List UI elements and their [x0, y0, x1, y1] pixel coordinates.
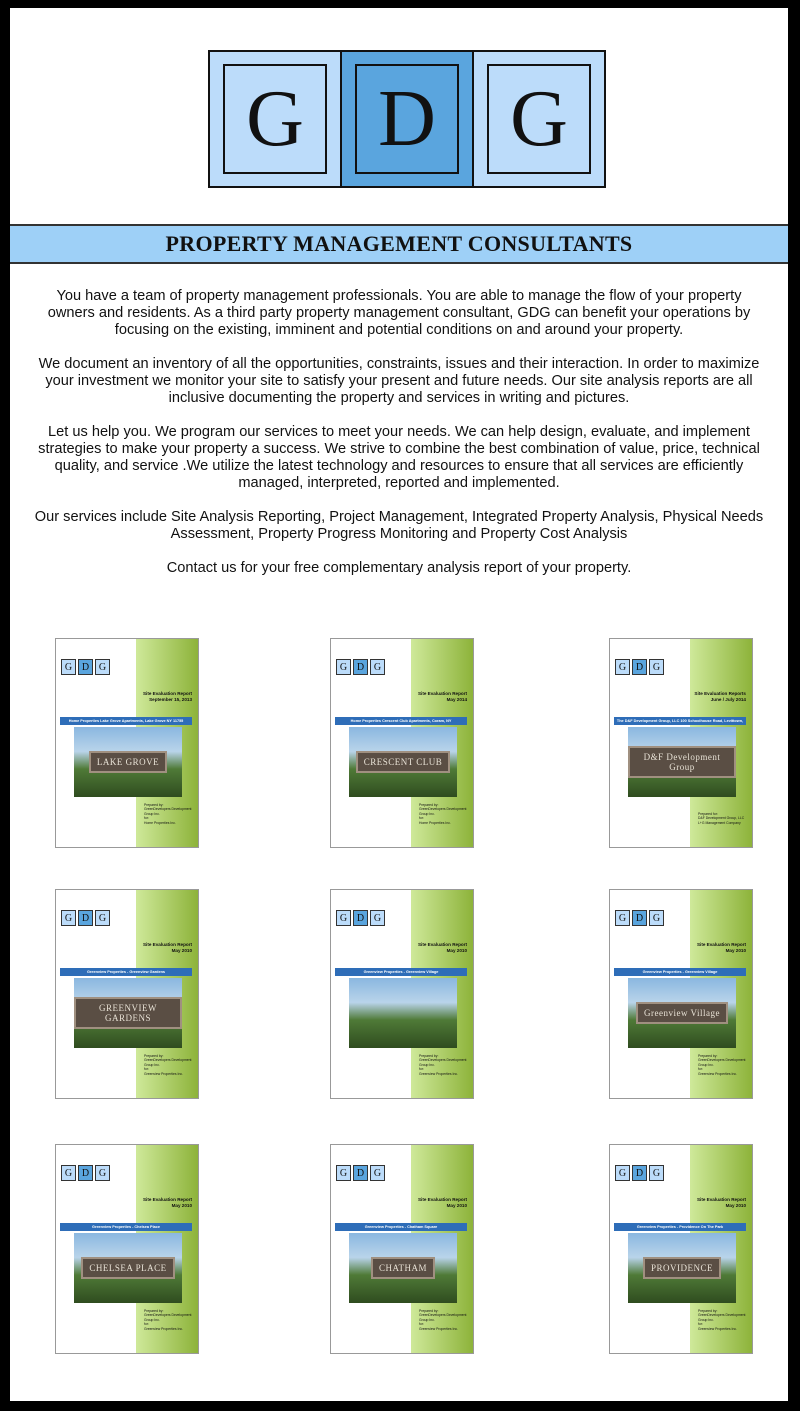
cover-prepared-by: Prepared by: GreenDevelopers Development Group Inc. for: Greenview Properties Inc.	[419, 1053, 467, 1076]
cover-title-bar: Greenview Properties - Providence On The Park	[614, 1223, 746, 1231]
cover-logo: G D G	[336, 1165, 385, 1181]
cover-photo	[74, 1233, 182, 1303]
report-cover[interactable]	[609, 889, 753, 1099]
cover-prepared-by: Prepared by: GreenDevelopers Development Group Inc. for: Greenview Properties Inc.	[698, 1308, 746, 1331]
cover-photo	[349, 727, 457, 797]
paragraph: You have a team of property management professionals. You are able to manage the flow of your property owners and residents. As a third party property management consultant, GDG can benefit your operations by focusing on the existing, imminent and potential conditions on and around your property.	[47, 288, 751, 338]
cover-photo	[349, 978, 457, 1048]
cover-title-bar: Greenview Properties - Chatham Square	[335, 1223, 467, 1231]
cover-heading: Site Evaluation Report September 15, 2013	[142, 691, 192, 702]
paragraph: Contact us for your free complementary analysis report of your property.	[166, 560, 632, 576]
property-sign: CRESCENT CLUB	[356, 751, 451, 773]
cover-photo	[628, 1233, 736, 1303]
cover-prepared-by: Prepared by: GreenDevelopers Development Group Inc. for: Greenview Properties Inc.	[144, 1053, 192, 1076]
cover-photo	[74, 978, 182, 1048]
cover-prepared-by: Prepared by: GreenDevelopers Development Group Inc. for: Greenview Properties Inc.	[144, 1308, 192, 1331]
gdg-logo	[208, 50, 606, 188]
paragraph: Let us help you. We program our services to meet your needs. We can help design, evaluate, and implement strategies to make your property a success. We strive to combine the best combination of value, price, technical quality, and service .We utilize the latest technology and resources to ensure that all services are efficiently managed, interpreted, reported and implemented.	[38, 424, 760, 491]
cover-photo	[628, 978, 736, 1048]
paragraph: We document an inventory of all the opportunities, constraints, issues and their interaction. In order to maximize your investment we monitor your site to satisfy your present and future needs. Our site analysis reports are all inclusive documenting the property and services in writing and pictures.	[38, 356, 760, 406]
cover-photo	[628, 727, 736, 797]
cover-title-bar: The D&F Development Group, LLC 100 Schoolhouse Road, Levittown,	[614, 717, 746, 725]
cover-logo: G D G	[61, 659, 110, 675]
cover-prepared-by: Prepared by: GreenDevelopers Development Group Inc. for: Home Properties Inc.	[419, 802, 467, 825]
cover-title-bar: Greenview Properties - Greenview Gardens	[60, 968, 192, 976]
cover-heading: Site Evaluation Report May 2010	[142, 1197, 192, 1208]
property-sign: LAKE GROVE	[89, 751, 167, 773]
cover-heading: Site Evaluation Report May 2010	[696, 1197, 746, 1208]
cover-title-bar: Greenview Properties - Chelsea Place	[60, 1223, 192, 1231]
cover-logo: G D G	[61, 1165, 110, 1181]
cover-logo: G D G	[336, 910, 385, 926]
report-cover[interactable]	[609, 1144, 753, 1354]
cover-heading: Site Evaluation Report May 2010	[696, 942, 746, 953]
cover-photo	[74, 727, 182, 797]
logo-letter-g2: G	[487, 64, 591, 174]
logo-letter-d: D	[355, 64, 459, 174]
page-frame	[10, 8, 788, 1401]
property-sign: D&F Development Group	[628, 746, 736, 778]
report-cover[interactable]	[55, 1144, 199, 1354]
report-cover[interactable]	[55, 889, 199, 1099]
property-sign: CHATHAM	[371, 1257, 435, 1279]
cover-prepared-by: Prepared by: GreenDevelopers Development Group Inc. for: Greenview Properties Inc.	[698, 1053, 746, 1076]
cover-title-bar: Greenview Properties - Greenview Village	[614, 968, 746, 976]
cover-title-bar: Greenview Properties - Greenview Village	[335, 968, 467, 976]
cover-heading: Site Evaluation Report May 2010	[142, 942, 192, 953]
logo-letter-g1: G	[223, 64, 327, 174]
report-cover[interactable]	[55, 638, 199, 848]
cover-logo: G D G	[615, 1165, 664, 1181]
cover-heading: Site Evaluation Reports June / July 2014	[694, 691, 746, 702]
cover-heading: Site Evaluation Report May 2014	[417, 691, 467, 702]
cover-title-bar: Home Properties Lake Grove Apartments, Lake Grove NY 11755	[60, 717, 192, 725]
cover-photo	[349, 1233, 457, 1303]
cover-prepared-by: Prepared by: GreenDevelopers Development Group Inc. for: Home Properties Inc.	[144, 802, 192, 825]
property-sign: GREENVIEW GARDENS	[74, 997, 182, 1029]
cover-logo: G D G	[615, 910, 664, 926]
cover-logo: G D G	[336, 659, 385, 675]
paragraph: Our services include Site Analysis Reporting, Project Management, Integrated Property Analysis, Physical Needs Assessment, Property Progress Monitoring and Property Cost Analysis	[34, 509, 764, 542]
report-cover[interactable]	[609, 638, 753, 848]
property-sign: Greenview Village	[636, 1002, 728, 1024]
property-sign: PROVIDENCE	[643, 1257, 721, 1279]
report-cover[interactable]	[330, 1144, 474, 1354]
intro-text	[32, 288, 766, 594]
cover-heading: Site Evaluation Report May 2010	[417, 942, 467, 953]
report-cover[interactable]	[330, 638, 474, 848]
cover-prepared-by: Prepared by: GreenDevelopers Development Group Inc. for: Greenview Properties Inc.	[419, 1308, 467, 1331]
page-title: PROPERTY MANAGEMENT CONSULTANTS	[10, 224, 788, 264]
cover-logo: G D G	[615, 659, 664, 675]
cover-title-bar: Home Properties Crescent Club Apartments, Coram, NY	[335, 717, 467, 725]
cover-heading: Site Evaluation Report May 2010	[417, 1197, 467, 1208]
cover-logo: G D G	[61, 910, 110, 926]
report-cover[interactable]	[330, 889, 474, 1099]
cover-prepared-by: Prepared for: D&F Development Group, LLC L+G Management Company	[698, 811, 745, 825]
property-sign: CHELSEA PLACE	[81, 1257, 174, 1279]
